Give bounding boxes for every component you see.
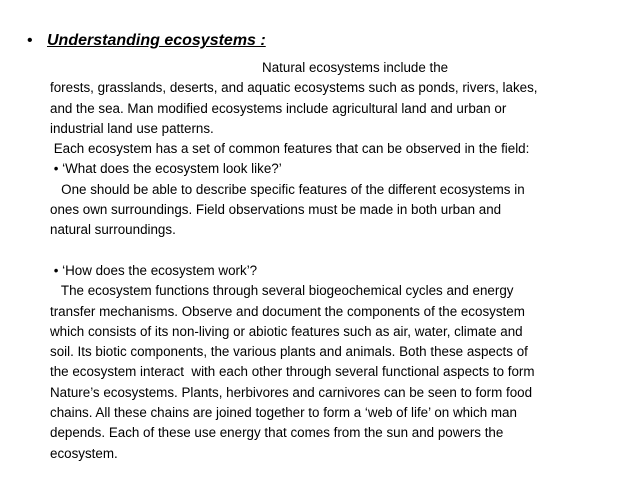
text-line: Each ecosystem has a set of common features that can be observed in the field:	[50, 141, 530, 157]
text-line: ones own surroundings. Field observations must be made in both urban and	[50, 202, 502, 218]
text-line: industrial land use patterns.	[50, 120, 214, 136]
sub-bullet-question: • ‘What does the ecosystem look like?’	[50, 161, 282, 177]
text-line: the ecosystem interact with each other through several functional aspects to form	[50, 364, 535, 380]
blank-line	[50, 241, 595, 261]
text-line: soil. Its biotic components, the various plants and animals. Both these aspects of	[50, 344, 528, 360]
bullet-heading-row	[27, 31, 266, 51]
section-heading: Understanding ecosystems :	[47, 32, 266, 49]
text-line: Nature’s ecosystems. Plants, herbivores and carnivores can be seen to form food	[50, 384, 533, 400]
bullet-icon: •	[27, 32, 33, 49]
text-line: forests, grasslands, deserts, and aquatic ecosystems such as ponds, rivers, lakes,	[50, 80, 538, 96]
text-line: Natural ecosystems include the	[50, 60, 449, 75]
text-line: transfer mechanisms. Observe and document the components of the ecosystem	[50, 303, 525, 319]
body-text	[50, 58, 595, 464]
text-line: and the sea. Man modified ecosystems include agricultural land and urban or	[50, 100, 507, 116]
text-line: One should be able to describe specific features of the different ecosystems in	[50, 181, 525, 197]
text-line: depends. Each of these use energy that comes from the sun and powers the	[50, 425, 504, 441]
text-line: ecosystem.	[50, 445, 118, 461]
text-line: which consists of its non-living or abiotic features such as air, water, climate and	[50, 323, 523, 339]
text-line: natural surroundings.	[50, 222, 176, 238]
sub-bullet-question: • ‘How does the ecosystem work’?	[50, 262, 258, 278]
text-line: The ecosystem functions through several biogeochemical cycles and energy	[50, 283, 514, 299]
text-line: chains. All these chains are joined together to form a ‘web of life’ on which man	[50, 405, 517, 421]
